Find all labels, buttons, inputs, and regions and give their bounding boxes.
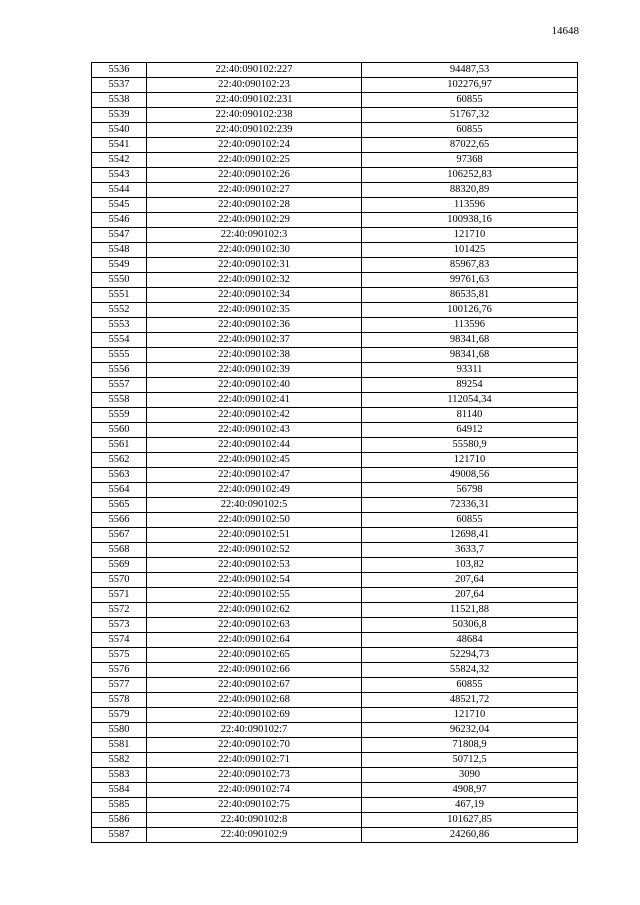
row-number-cell: 5545 — [92, 198, 147, 213]
row-number-cell: 5573 — [92, 618, 147, 633]
value-cell: 87022,65 — [362, 138, 578, 153]
cadastral-number-cell: 22:40:090102:62 — [147, 603, 362, 618]
table-row — [92, 93, 578, 108]
table-row — [92, 78, 578, 93]
row-number-cell: 5585 — [92, 798, 147, 813]
row-number-cell: 5577 — [92, 678, 147, 693]
value-cell: 60855 — [362, 678, 578, 693]
value-cell: 24260,86 — [362, 828, 578, 843]
table-row — [92, 183, 578, 198]
row-number-cell: 5542 — [92, 153, 147, 168]
cadastral-number-cell: 22:40:090102:34 — [147, 288, 362, 303]
table-row — [92, 693, 578, 708]
row-number-cell: 5570 — [92, 573, 147, 588]
table-row — [92, 378, 578, 393]
table-row — [92, 483, 578, 498]
table-row — [92, 228, 578, 243]
value-cell: 121710 — [362, 708, 578, 723]
row-number-cell: 5554 — [92, 333, 147, 348]
cadastral-number-cell: 22:40:090102:39 — [147, 363, 362, 378]
row-number-cell: 5578 — [92, 693, 147, 708]
row-number-cell: 5536 — [92, 63, 147, 78]
value-cell: 103,82 — [362, 558, 578, 573]
cadastral-number-cell: 22:40:090102:49 — [147, 483, 362, 498]
table-row — [92, 213, 578, 228]
value-cell: 121710 — [362, 453, 578, 468]
value-cell: 100126,76 — [362, 303, 578, 318]
table-row — [92, 363, 578, 378]
table-row — [92, 468, 578, 483]
table-row — [92, 438, 578, 453]
row-number-cell: 5555 — [92, 348, 147, 363]
cadastral-number-cell: 22:40:090102:27 — [147, 183, 362, 198]
value-cell: 64912 — [362, 423, 578, 438]
value-cell: 101425 — [362, 243, 578, 258]
row-number-cell: 5541 — [92, 138, 147, 153]
row-number-cell: 5548 — [92, 243, 147, 258]
cadastral-number-cell: 22:40:090102:38 — [147, 348, 362, 363]
value-cell: 96232,04 — [362, 723, 578, 738]
row-number-cell: 5552 — [92, 303, 147, 318]
row-number-cell: 5564 — [92, 483, 147, 498]
table-row — [92, 153, 578, 168]
cadastral-number-cell: 22:40:090102:238 — [147, 108, 362, 123]
table-row — [92, 108, 578, 123]
row-number-cell: 5563 — [92, 468, 147, 483]
cadastral-number-cell: 22:40:090102:53 — [147, 558, 362, 573]
value-cell: 3090 — [362, 768, 578, 783]
row-number-cell: 5587 — [92, 828, 147, 843]
page-number: 14648 — [551, 25, 579, 37]
table-row — [92, 678, 578, 693]
value-cell: 112054,34 — [362, 393, 578, 408]
value-cell: 81140 — [362, 408, 578, 423]
table-row — [92, 798, 578, 813]
cadastral-number-cell: 22:40:090102:63 — [147, 618, 362, 633]
value-cell: 60855 — [362, 513, 578, 528]
row-number-cell: 5571 — [92, 588, 147, 603]
value-cell: 52294,73 — [362, 648, 578, 663]
table-row — [92, 813, 578, 828]
value-cell: 71808,9 — [362, 738, 578, 753]
table-row — [92, 573, 578, 588]
row-number-cell: 5583 — [92, 768, 147, 783]
row-number-cell: 5546 — [92, 213, 147, 228]
value-cell: 207,64 — [362, 588, 578, 603]
table-row — [92, 828, 578, 843]
cadastral-number-cell: 22:40:090102:5 — [147, 498, 362, 513]
cadastral-number-cell: 22:40:090102:41 — [147, 393, 362, 408]
row-number-cell: 5539 — [92, 108, 147, 123]
value-cell: 55824,32 — [362, 663, 578, 678]
table-row — [92, 273, 578, 288]
table-row — [92, 123, 578, 138]
value-cell: 94487,53 — [362, 63, 578, 78]
row-number-cell: 5566 — [92, 513, 147, 528]
value-cell: 101627,85 — [362, 813, 578, 828]
cadastral-number-cell: 22:40:090102:73 — [147, 768, 362, 783]
row-number-cell: 5565 — [92, 498, 147, 513]
value-cell: 93311 — [362, 363, 578, 378]
table-row — [92, 408, 578, 423]
table-row — [92, 333, 578, 348]
row-number-cell: 5553 — [92, 318, 147, 333]
cadastral-number-cell: 22:40:090102:40 — [147, 378, 362, 393]
value-cell: 56798 — [362, 483, 578, 498]
cadastral-number-cell: 22:40:090102:67 — [147, 678, 362, 693]
cadastral-number-cell: 22:40:090102:36 — [147, 318, 362, 333]
cadastral-number-cell: 22:40:090102:74 — [147, 783, 362, 798]
value-cell: 113596 — [362, 198, 578, 213]
table-row — [92, 423, 578, 438]
value-cell: 4908,97 — [362, 783, 578, 798]
cadastral-number-cell: 22:40:090102:35 — [147, 303, 362, 318]
cadastral-number-cell: 22:40:090102:66 — [147, 663, 362, 678]
value-cell: 60855 — [362, 93, 578, 108]
value-cell: 207,64 — [362, 573, 578, 588]
table-row — [92, 633, 578, 648]
cadastral-number-cell: 22:40:090102:52 — [147, 543, 362, 558]
cadastral-number-cell: 22:40:090102:227 — [147, 63, 362, 78]
value-cell: 72336,31 — [362, 498, 578, 513]
cadastral-number-cell: 22:40:090102:9 — [147, 828, 362, 843]
value-cell: 98341,68 — [362, 333, 578, 348]
row-number-cell: 5559 — [92, 408, 147, 423]
cadastral-number-cell: 22:40:090102:25 — [147, 153, 362, 168]
row-number-cell: 5549 — [92, 258, 147, 273]
table-row — [92, 258, 578, 273]
cadastral-number-cell: 22:40:090102:55 — [147, 588, 362, 603]
table-row — [92, 618, 578, 633]
row-number-cell: 5586 — [92, 813, 147, 828]
table-row — [92, 453, 578, 468]
value-cell: 88320,89 — [362, 183, 578, 198]
cadastral-number-cell: 22:40:090102:8 — [147, 813, 362, 828]
row-number-cell: 5579 — [92, 708, 147, 723]
cadastral-number-cell: 22:40:090102:51 — [147, 528, 362, 543]
data-table — [91, 62, 578, 843]
row-number-cell: 5560 — [92, 423, 147, 438]
cadastral-number-cell: 22:40:090102:7 — [147, 723, 362, 738]
cadastral-number-cell: 22:40:090102:64 — [147, 633, 362, 648]
table-row — [92, 198, 578, 213]
cadastral-number-cell: 22:40:090102:29 — [147, 213, 362, 228]
cadastral-number-cell: 22:40:090102:23 — [147, 78, 362, 93]
cadastral-number-cell: 22:40:090102:47 — [147, 468, 362, 483]
row-number-cell: 5572 — [92, 603, 147, 618]
table-row — [92, 63, 578, 78]
row-number-cell: 5569 — [92, 558, 147, 573]
value-cell: 51767,32 — [362, 108, 578, 123]
cadastral-number-cell: 22:40:090102:42 — [147, 408, 362, 423]
table-row — [92, 708, 578, 723]
value-cell: 121710 — [362, 228, 578, 243]
table-row — [92, 318, 578, 333]
value-cell: 50712,5 — [362, 753, 578, 768]
value-cell: 12698,41 — [362, 528, 578, 543]
table-row — [92, 543, 578, 558]
table-row — [92, 768, 578, 783]
cadastral-number-cell: 22:40:090102:231 — [147, 93, 362, 108]
cadastral-number-cell: 22:40:090102:43 — [147, 423, 362, 438]
cadastral-number-cell: 22:40:090102:75 — [147, 798, 362, 813]
table-row — [92, 723, 578, 738]
row-number-cell: 5544 — [92, 183, 147, 198]
cadastral-number-cell: 22:40:090102:65 — [147, 648, 362, 663]
value-cell: 113596 — [362, 318, 578, 333]
value-cell: 102276,97 — [362, 78, 578, 93]
row-number-cell: 5558 — [92, 393, 147, 408]
cadastral-number-cell: 22:40:090102:71 — [147, 753, 362, 768]
row-number-cell: 5576 — [92, 663, 147, 678]
cadastral-number-cell: 22:40:090102:30 — [147, 243, 362, 258]
row-number-cell: 5547 — [92, 228, 147, 243]
table-row — [92, 168, 578, 183]
table-row — [92, 558, 578, 573]
table-row — [92, 753, 578, 768]
table-row — [92, 513, 578, 528]
cadastral-number-cell: 22:40:090102:26 — [147, 168, 362, 183]
table-row — [92, 393, 578, 408]
cadastral-number-cell: 22:40:090102:54 — [147, 573, 362, 588]
cadastral-number-cell: 22:40:090102:45 — [147, 453, 362, 468]
row-number-cell: 5580 — [92, 723, 147, 738]
cadastral-number-cell: 22:40:090102:31 — [147, 258, 362, 273]
row-number-cell: 5567 — [92, 528, 147, 543]
cadastral-number-cell: 22:40:090102:239 — [147, 123, 362, 138]
table-row — [92, 528, 578, 543]
value-cell: 100938,16 — [362, 213, 578, 228]
row-number-cell: 5551 — [92, 288, 147, 303]
value-cell: 50306,8 — [362, 618, 578, 633]
row-number-cell: 5556 — [92, 363, 147, 378]
table-row — [92, 288, 578, 303]
cadastral-number-cell: 22:40:090102:50 — [147, 513, 362, 528]
row-number-cell: 5543 — [92, 168, 147, 183]
table-row — [92, 588, 578, 603]
cadastral-number-cell: 22:40:090102:70 — [147, 738, 362, 753]
cadastral-number-cell: 22:40:090102:32 — [147, 273, 362, 288]
cadastral-number-cell: 22:40:090102:68 — [147, 693, 362, 708]
value-cell: 49008,56 — [362, 468, 578, 483]
value-cell: 60855 — [362, 123, 578, 138]
row-number-cell: 5538 — [92, 93, 147, 108]
cadastral-number-cell: 22:40:090102:3 — [147, 228, 362, 243]
value-cell: 86535,81 — [362, 288, 578, 303]
table-row — [92, 738, 578, 753]
cadastral-number-cell: 22:40:090102:28 — [147, 198, 362, 213]
table-row — [92, 243, 578, 258]
table-body — [92, 63, 578, 843]
cadastral-number-cell: 22:40:090102:37 — [147, 333, 362, 348]
value-cell: 85967,83 — [362, 258, 578, 273]
row-number-cell: 5537 — [92, 78, 147, 93]
value-cell: 467,19 — [362, 798, 578, 813]
cadastral-number-cell: 22:40:090102:69 — [147, 708, 362, 723]
table-row — [92, 498, 578, 513]
row-number-cell: 5557 — [92, 378, 147, 393]
row-number-cell: 5581 — [92, 738, 147, 753]
value-cell: 89254 — [362, 378, 578, 393]
value-cell: 48684 — [362, 633, 578, 648]
row-number-cell: 5540 — [92, 123, 147, 138]
value-cell: 55580,9 — [362, 438, 578, 453]
table-row — [92, 138, 578, 153]
value-cell: 98341,68 — [362, 348, 578, 363]
cadastral-number-cell: 22:40:090102:24 — [147, 138, 362, 153]
value-cell: 11521,88 — [362, 603, 578, 618]
cadastral-number-cell: 22:40:090102:44 — [147, 438, 362, 453]
row-number-cell: 5575 — [92, 648, 147, 663]
row-number-cell: 5561 — [92, 438, 147, 453]
table-row — [92, 348, 578, 363]
row-number-cell: 5562 — [92, 453, 147, 468]
table-row — [92, 603, 578, 618]
table-row — [92, 648, 578, 663]
table-row — [92, 783, 578, 798]
row-number-cell: 5582 — [92, 753, 147, 768]
table-row — [92, 663, 578, 678]
row-number-cell: 5550 — [92, 273, 147, 288]
row-number-cell: 5584 — [92, 783, 147, 798]
value-cell: 99761,63 — [362, 273, 578, 288]
value-cell: 3633,7 — [362, 543, 578, 558]
row-number-cell: 5568 — [92, 543, 147, 558]
row-number-cell: 5574 — [92, 633, 147, 648]
table-row — [92, 303, 578, 318]
value-cell: 97368 — [362, 153, 578, 168]
value-cell: 48521,72 — [362, 693, 578, 708]
value-cell: 106252,83 — [362, 168, 578, 183]
